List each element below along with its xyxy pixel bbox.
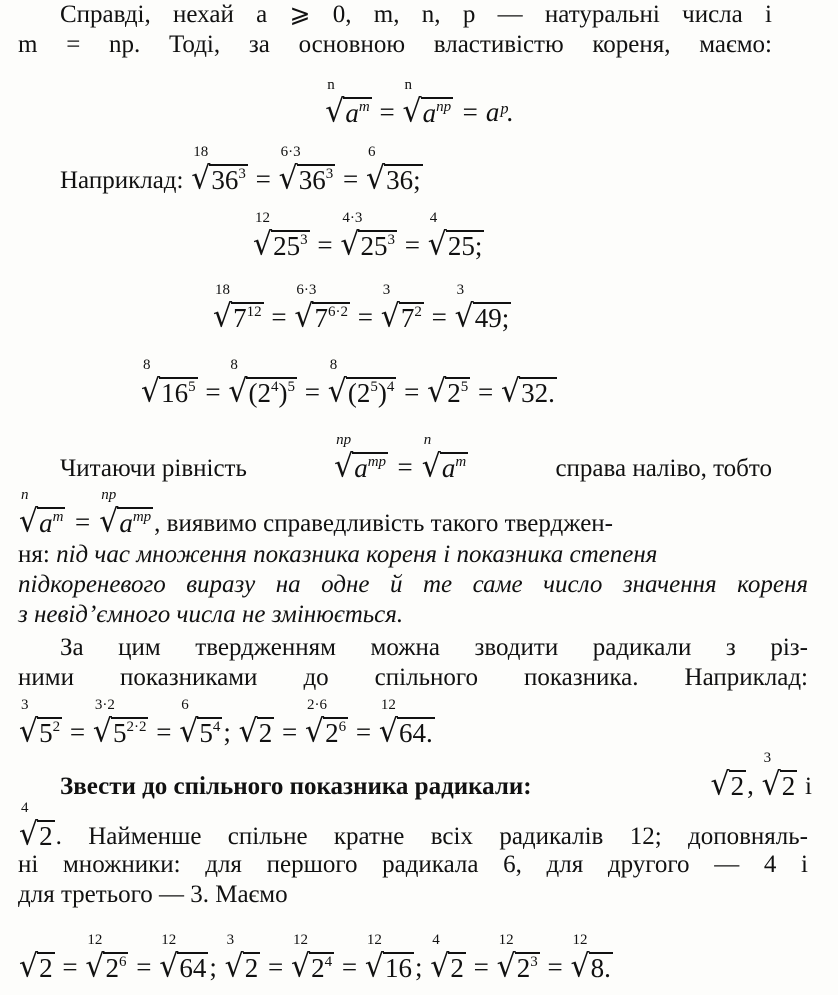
task-line2: 4 √ 2 . Найменше спільне кратне всіх радикалів 12; доповняль-: [19, 800, 808, 853]
para1-line2: m = np. Тоді, за основною властивістю кореня, маємо:: [18, 31, 772, 58]
task-heading: Звести до спільного показника радикали: √ 2 , 3 √ 2 і: [60, 750, 812, 803]
example-label: Наприклад:: [60, 167, 184, 194]
para1-line1: Справді, нехай a ⩾ 0, m, n, p — натуральні числа і: [60, 1, 772, 28]
example-3: 18 √ $7^{12}$ = 6·3 √ $7^{6\cdot 2}$ = 3 √ $7^2$ = 3 √ 49;: [213, 282, 510, 335]
para3-line1: За цим твердженням можна зводити радикали з різ-: [60, 634, 808, 661]
example-1: Наприклад: 18 √ $36^3$ = 6·3 √ $36^3$ = 6 √ 36;: [60, 144, 421, 197]
task-line3: ні множники: для першого радикала 6, для другого — 4 і: [18, 851, 808, 878]
para2-line3: ня: під час множення показника кореня і показника степеня: [18, 541, 658, 568]
example-6: √ 2 = 12 √ $2^6$ = 12 √ 64 ; 3 √ 2 = 12 √ $2^4$ = 12 √ 16 ; 4 √ 2 = 12 √ $2^3$ = 12 √ 8.: [19, 932, 611, 985]
example-2: 12 √ $25^3$ = 4·3 √ $25^3$ = 4 √ 25;: [253, 210, 483, 263]
para2-line2: n √ $a^m$ = np √ $a^{mp}$ , виявимо справедливість такого тверджен-: [19, 487, 613, 540]
example-5: 3 √ $5^2$ = 3·2 √ $5^{2\cdot 2}$ = 6 √ $5^4$ ; √ 2 = 2·6 √ $2^6$ = 12 √ 64.: [19, 697, 433, 750]
task-line4: для третього — 3. Маємо: [18, 881, 288, 908]
para2-line1: Читаючи рівність np √ $a^{mp}$ = n √ $a^m$ справа наліво, тобто: [60, 432, 772, 485]
para2-line5: з невід’ємного числа не змінюється.: [18, 601, 404, 628]
para2-line4: підкореневого виразу на одне й те саме число значення кореня: [18, 571, 808, 598]
root-identity: n √ $a^m$ = n √ $a^{np}$ = aᵖ.: [325, 77, 514, 130]
example-4: 8 √ $16^5$ = 8 √ $(2^4)^5$ = 8 √ $(2^5)^4$ = √ $2^5$ = √ 32.: [141, 357, 555, 410]
para3-line2: ними показниками до спільного показника. Наприклад:: [18, 664, 808, 691]
